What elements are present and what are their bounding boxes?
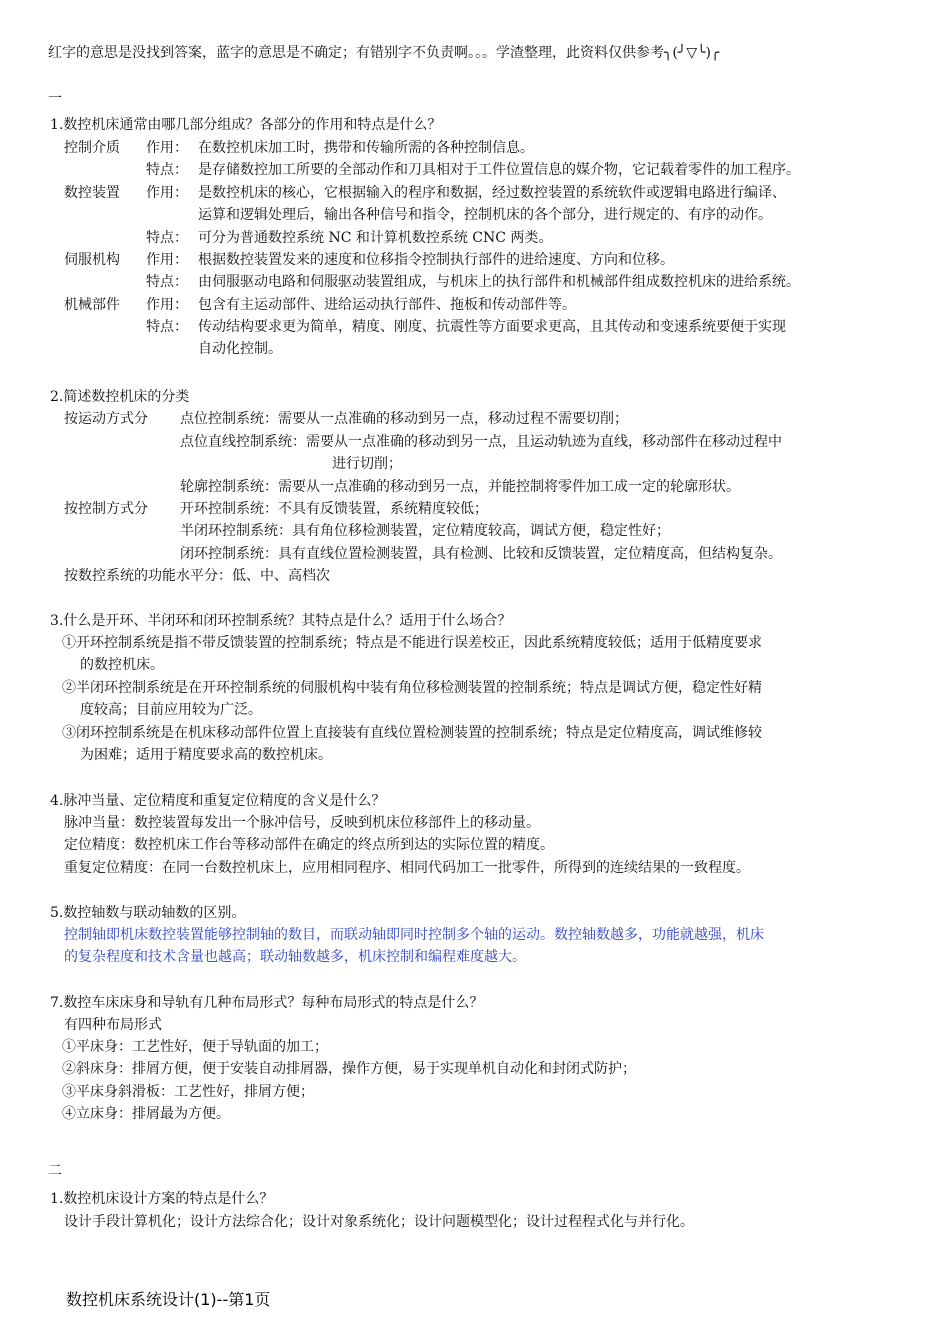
role-label: 作用：	[146, 297, 188, 313]
q2-title: 2.简述数控机床的分类	[50, 389, 190, 405]
answer-line: ③闭环控制系统是在机床移动部件位置上直接装有直线位置检测装置的控制系统；特点是定位精度高，调试维修较	[62, 725, 762, 741]
answer-line: ②斜床身：排屑方便，便于安装自动排屑器，操作方便，易于实现单机自动化和封闭式防护；	[62, 1061, 636, 1077]
s2-q1-title: 1.数控机床设计方案的特点是什么？	[50, 1191, 274, 1207]
role-label: 作用：	[146, 140, 188, 156]
feature-label: 特点：	[146, 162, 188, 178]
q3-title: 3.什么是开环、半闭环和闭环控制系统？其特点是什么？适用于什么场合？	[50, 613, 512, 629]
q4-title: 4.脉冲当量、定位精度和重复定位精度的含义是什么？	[50, 793, 386, 809]
page-footer: 数控机床系统设计(1)--第1页	[66, 1290, 271, 1309]
part-name: 伺服机构	[64, 252, 120, 268]
part-name: 机械部件	[64, 297, 120, 313]
motion-item: 点位控制系统：需要从一点准确的移动到另一点，移动过程不需要切削；	[180, 411, 628, 427]
level-category: 按数控系统的功能水平分：低、中、高档次	[64, 568, 330, 584]
answer-line: 定位精度：数控机床工作台等移动部件在确定的终点所到达的实际位置的精度。	[64, 837, 554, 853]
part-name: 数控装置	[64, 185, 120, 201]
feature-label: 特点：	[146, 319, 188, 335]
answer-line: 的数控机床。	[80, 657, 164, 673]
q5-title: 5.数控轴数与联动轴数的区别。	[50, 905, 246, 921]
answer-line: ④立床身：排屑最为方便。	[62, 1106, 230, 1122]
answer-line: 重复定位精度：在同一台数控机床上，应用相同程序、相同代码加工一批零件，所得到的连续结果的一致程度。	[64, 860, 750, 876]
answer-line: 脉冲当量：数控装置每发出一个脉冲信号，反映到机床位移部件上的移动量。	[64, 815, 540, 831]
uncertain-answer-line: 控制轴即机床数控装置能够控制轴的数目，而联动轴即同时控制多个轴的运动。数控轴数越多，功能就越强，机床	[64, 927, 764, 943]
answer-line: ①平床身：工艺性好，便于导轨面的加工；	[62, 1039, 328, 1055]
feature-label: 特点：	[146, 230, 188, 246]
part-name: 控制介质	[64, 140, 120, 156]
control-item: 闭环控制系统：具有直线位置检测装置，具有检测、比较和反馈装置，定位精度高，但结构复杂。	[180, 546, 782, 562]
role-text-cont: 运算和逻辑处理后，输出各种信号和指令，控制机床的各个部分，进行规定的、有序的动作。	[198, 207, 772, 223]
answer-line: 设计手段计算机化；设计方法综合化；设计对象系统化；设计问题模型化；设计过程程式化与并行化。	[64, 1214, 694, 1230]
role-label: 作用：	[146, 185, 188, 201]
motion-category-label: 按运动方式分	[64, 411, 148, 427]
q7-title: 7.数控车床床身和导轨有几种布局形式？每种布局形式的特点是什么？	[50, 995, 484, 1011]
role-text: 在数控机床加工时，携带和传输所需的各种控制信息。	[198, 140, 534, 156]
control-category-label: 按控制方式分	[64, 501, 148, 517]
motion-item: 点位直线控制系统：需要从一点准确的移动到另一点，且运动轨迹为直线，移动部件在移动过程中	[180, 434, 782, 450]
control-item: 开环控制系统：不具有反馈装置，系统精度较低；	[180, 501, 488, 517]
answer-line: 有四种布局形式	[64, 1017, 162, 1033]
answer-line: ②半闭环控制系统是在开环控制系统的伺服机构中装有角位移检测装置的控制系统；特点是调试方便，稳定性好精	[62, 680, 762, 696]
feature-text: 可分为普通数控系统 NC 和计算机数控系统 CNC 两类。	[198, 230, 553, 246]
role-text: 包含有主运动部件、进给运动执行部件、拖板和传动部件等。	[198, 297, 576, 313]
role-text: 是数控机床的核心，它根据输入的程序和数据，经过数控装置的系统软件或逻辑电路进行编译、	[198, 185, 786, 201]
uncertain-answer-line: 的复杂程度和技术含量也越高；联动轴数越多，机床控制和编程难度越大。	[64, 949, 526, 965]
feature-label: 特点：	[146, 274, 188, 290]
motion-item: 轮廓控制系统：需要从一点准确的移动到另一点，并能控制将零件加工成一定的轮廓形状。	[180, 479, 740, 495]
answer-line: 度较高；目前应用较为广泛。	[80, 702, 262, 718]
section-two-mark: 二	[48, 1163, 62, 1179]
role-label: 作用：	[146, 252, 188, 268]
answer-line: ③平床身斜滑板：工艺性好，排屑方便；	[62, 1084, 314, 1100]
q1-title: 1.数控机床通常由哪几部分组成？各部分的作用和特点是什么？	[50, 117, 442, 133]
intro-note: 红字的意思是没找到答案，蓝字的意思是不确定；有错别字不负责啊。。。学渣整理，此资料仅供参考╮(╯▽╰)╭	[48, 45, 720, 61]
feature-text: 是存储数控加工所要的全部动作和刀具相对于工件位置信息的媒介物，它记载着零件的加工程序。	[198, 162, 800, 178]
feature-text-cont: 自动化控制。	[198, 341, 282, 357]
role-text: 根据数控装置发来的速度和位移指令控制执行部件的进给速度、方向和位移。	[198, 252, 674, 268]
feature-text: 传动结构要求更为简单，精度、刚度、抗震性等方面要求更高，且其传动和变速系统要便于实现	[198, 319, 786, 335]
answer-line: 为困难；适用于精度要求高的数控机床。	[80, 747, 332, 763]
section-one-mark: 一	[48, 91, 62, 107]
answer-line: ①开环控制系统是指不带反馈装置的控制系统；特点是不能进行误差校正，因此系统精度较低；适用于低精度要求	[62, 635, 762, 651]
control-item: 半闭环控制系统：具有角位移检测装置，定位精度较高，调试方便，稳定性好；	[180, 523, 670, 539]
feature-text: 由伺服驱动电路和伺服驱动装置组成，与机床上的执行部件和机械部件组成数控机床的进给系统。	[198, 274, 800, 290]
motion-item-cont: 进行切削；	[332, 456, 402, 472]
